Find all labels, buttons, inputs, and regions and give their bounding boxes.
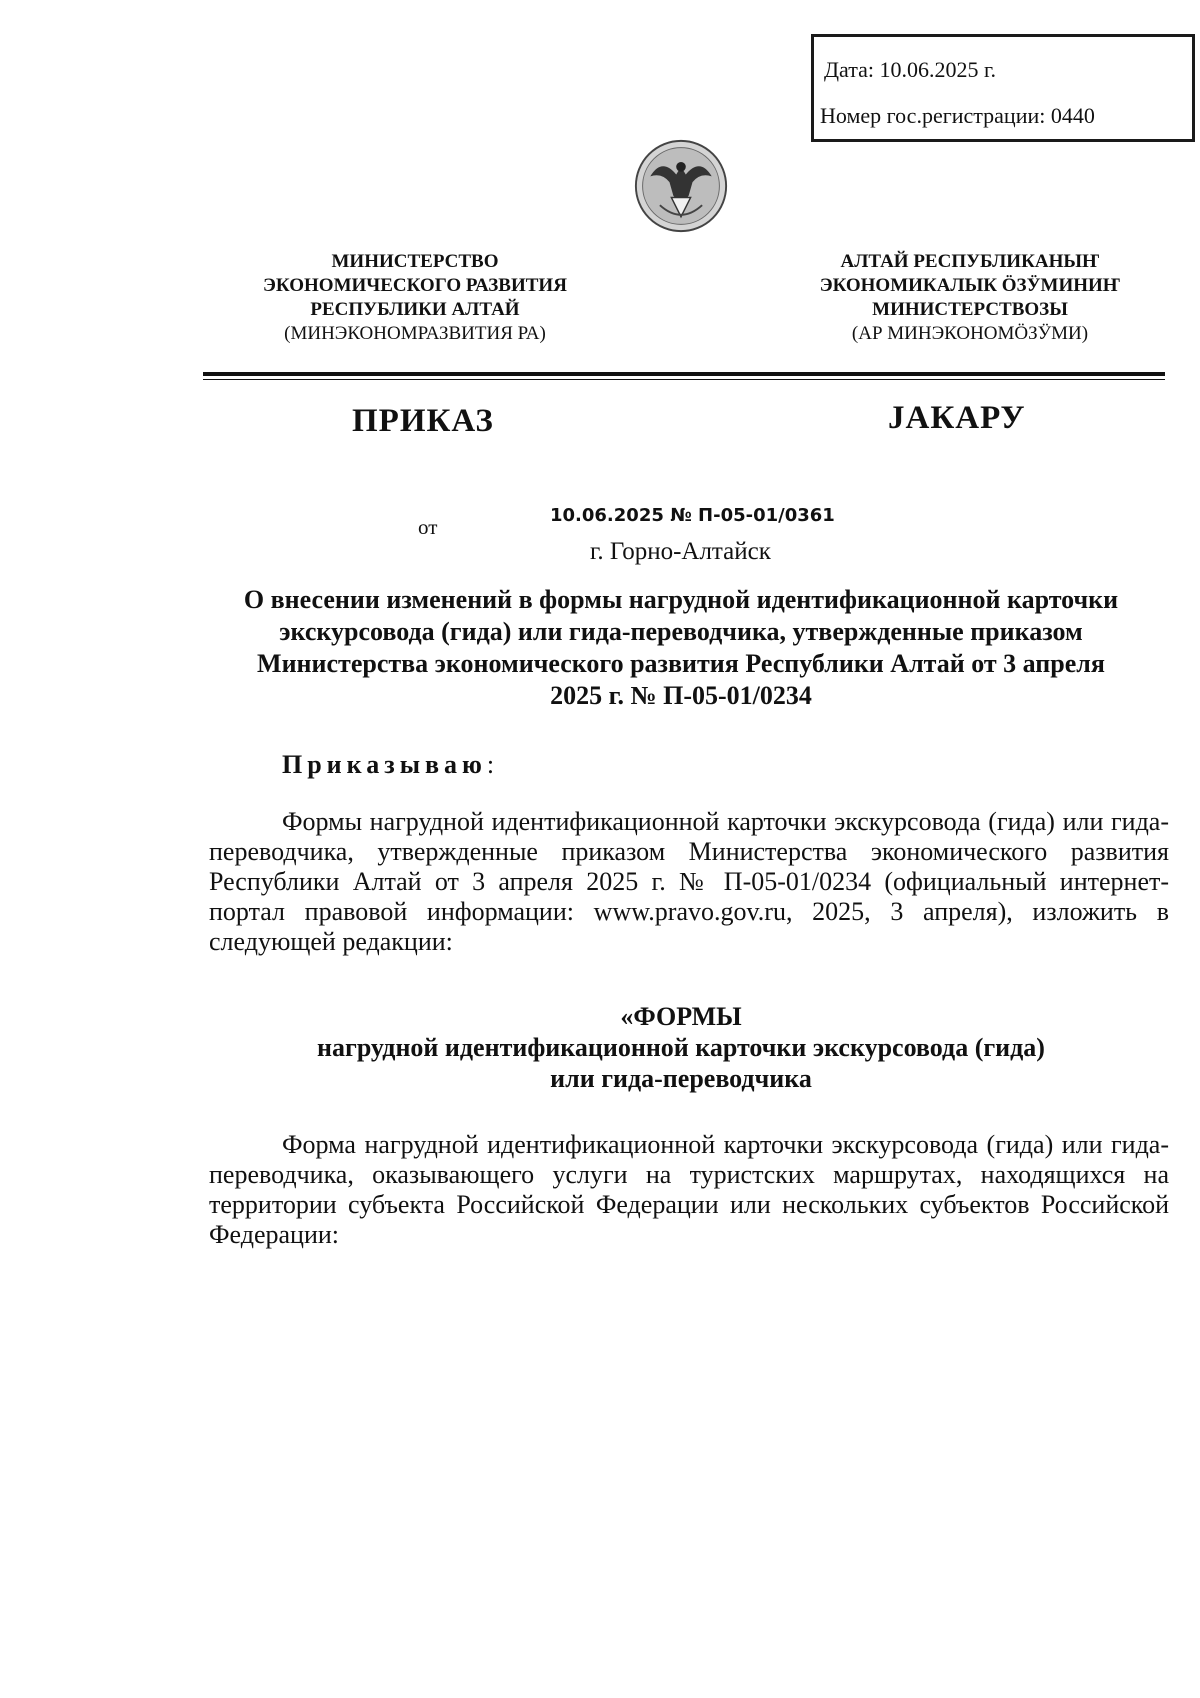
order-city: г. Горно-Алтайск [590,538,771,565]
order-from-label: от [418,515,438,539]
ministry-line: ЭКОНОМИЧЕСКОГО РАЗВИТИЯ [263,275,567,296]
ministry-line: МИНИСТЕРСТВОЗЫ [872,299,1068,320]
order-title-russian: ПРИКАЗ [352,403,494,439]
body-paragraph-2: Форма нагрудной идентификационной карточки экскурсовода (гида) или гида-переводчика, оказывающего услуги на туристских маршрутах, находящихся на территории субъекта Российской Федерации или нескольких субъектов Российской Федерации: [209,1130,1169,1249]
ministry-name-altai [780,250,1160,346]
order-title-altai: JАКАРУ [888,400,1026,436]
registration-stamp [811,34,1195,142]
ministry-line: АЛТАЙ РЕСПУБЛИКАНЫҤ [840,251,1100,272]
ministry-line: МИНИСТЕРСТВО [331,251,499,272]
order-number: 10.06.2025 № П-05-01/0361 [550,505,835,526]
subject-line: О внесении изменений в формы нагрудной идентификационной карточки [243,585,1119,614]
subject-line: 2025 г. № П-05-01/0234 [550,681,812,710]
registration-number-value: 0440 [1050,103,1095,128]
order-subject [200,584,1162,712]
order-directive-colon: : [486,750,495,779]
ministry-name-russian [240,250,590,346]
order-directive [282,750,494,780]
subject-line: экскурсовода (гида) или гида-переводчика, утвержденные приказом [279,617,1083,646]
forms-heading-line: или гида-переводчика [550,1064,812,1093]
registration-date [824,57,996,83]
body-paragraph-1: Формы нагрудной идентификационной карточки экскурсовода (гида) или гида-переводчика, утвержденные приказом Министерства экономического развития Республики Алтай от 3 апреля 2025 г. № П-05-01/0234 (официальный интернет-портал правовой информации: www.pravo.gov.ru, 2025, 3 апреля), изложить в следующей редакции: [209,807,1169,956]
registration-number [820,103,1095,129]
forms-heading [200,1001,1162,1094]
header-divider [203,372,1165,376]
registration-date-label: Дата: [824,57,874,82]
order-directive-word: Приказываю [282,750,487,779]
forms-heading-line: «ФОРМЫ [620,1002,742,1031]
registration-date-value: 10.06.2025 г. [879,57,997,82]
header-divider-thin [203,379,1165,380]
registration-number-label: Номер гос.регистрации: [820,103,1046,128]
ministry-line: РЕСПУБЛИКИ АЛТАЙ [310,299,520,320]
ministry-abbreviation: (МИНЭКОНОМРАЗВИТИЯ РА) [284,323,546,344]
ministry-abbreviation: (АР МИНЭКОНОМӦЗӰМИ) [851,323,1089,344]
subject-line: Министерства экономического развития Республики Алтай от 3 апреля [257,649,1105,678]
ministry-line: ЭКОНОМИКАЛЫК ӦЗӰМИНИҤ [819,275,1121,296]
coat-of-arms-icon [633,138,729,234]
forms-heading-line: нагрудной идентификационной карточки экскурсовода (гида) [317,1033,1045,1062]
